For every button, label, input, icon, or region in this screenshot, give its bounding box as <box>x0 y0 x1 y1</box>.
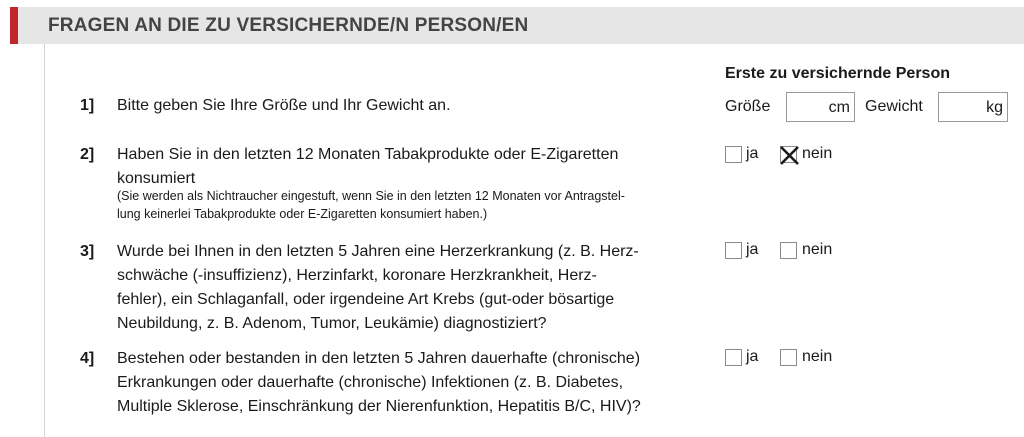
section-header <box>10 7 1024 44</box>
question-3-line: schwäche (-insuffizienz), Herzinfarkt, koronare Herzkrankheit, Herz- <box>117 267 597 284</box>
question-3-text <box>117 240 692 336</box>
question-3-line: Neubildung, z. B. Adenom, Tumor, Leukämie) diagnostiziert? <box>117 315 547 332</box>
question-1-number: 1] <box>80 97 95 114</box>
question-2-note-line: (Sie werden als Nichtraucher eingestuft, wenn Sie in den letzten 12 Monaten vor Antragstel- <box>117 189 625 203</box>
q2-yes-label: ja <box>746 145 759 162</box>
q4-yes-checkbox[interactable] <box>725 349 742 366</box>
q3-no-checkbox[interactable] <box>780 242 797 259</box>
q2-no-checkbox[interactable] <box>780 146 797 163</box>
checkmark-x-icon <box>779 144 801 166</box>
header-accent-bar <box>10 7 18 44</box>
section-title: FRAGEN AN DIE ZU VERSICHERNDE/N PERSON/EN <box>48 15 529 36</box>
size-unit: cm <box>828 99 850 116</box>
q3-yes-label: ja <box>746 241 759 258</box>
q2-no-label: nein <box>802 145 833 162</box>
question-4-text <box>117 347 692 419</box>
question-2-note <box>117 187 692 223</box>
size-label: Größe <box>725 98 771 115</box>
q3-yes-checkbox[interactable] <box>725 242 742 259</box>
question-2-note-line: lung keinerlei Tabakprodukte oder E-Zigaretten konsumiert haben.) <box>117 207 488 221</box>
size-field[interactable] <box>786 92 855 122</box>
question-3-line: Wurde bei Ihnen in den letzten 5 Jahren eine Herzerkrankung (z. B. Herz- <box>117 243 639 260</box>
left-divider <box>44 44 45 437</box>
weight-unit: kg <box>986 99 1003 116</box>
question-2-line: Haben Sie in den letzten 12 Monaten Tabakprodukte oder E-Zigaretten <box>117 146 619 163</box>
question-4-line: Multiple Sklerose, Einschränkung der Nierenfunktion, Hepatitis B/C, HIV)? <box>117 398 641 415</box>
q3-no-label: nein <box>802 241 833 258</box>
question-3-number: 3] <box>80 243 95 260</box>
person-column-header: Erste zu versichernde Person <box>725 65 950 82</box>
question-2-text <box>117 143 692 191</box>
question-2-number: 2] <box>80 146 95 163</box>
q4-yes-label: ja <box>746 348 759 365</box>
question-4-line: Erkrankungen oder dauerhafte (chronische) Infektionen (z. B. Diabetes, <box>117 374 624 391</box>
question-1-text: Bitte geben Sie Ihre Größe und Ihr Gewicht an. <box>117 97 451 114</box>
weight-field[interactable] <box>938 92 1008 122</box>
question-2-line: konsumiert <box>117 170 196 187</box>
weight-label: Gewicht <box>865 98 923 115</box>
q2-yes-checkbox[interactable] <box>725 146 742 163</box>
q4-no-label: nein <box>802 348 833 365</box>
question-3-line: fehler), ein Schlaganfall, oder irgendeine Art Krebs (gut-oder bösartige <box>117 291 615 308</box>
question-4-line: Bestehen oder bestanden in den letzten 5 Jahren dauerhafte (chronische) <box>117 350 641 367</box>
q4-no-checkbox[interactable] <box>780 349 797 366</box>
question-4-number: 4] <box>80 350 95 367</box>
